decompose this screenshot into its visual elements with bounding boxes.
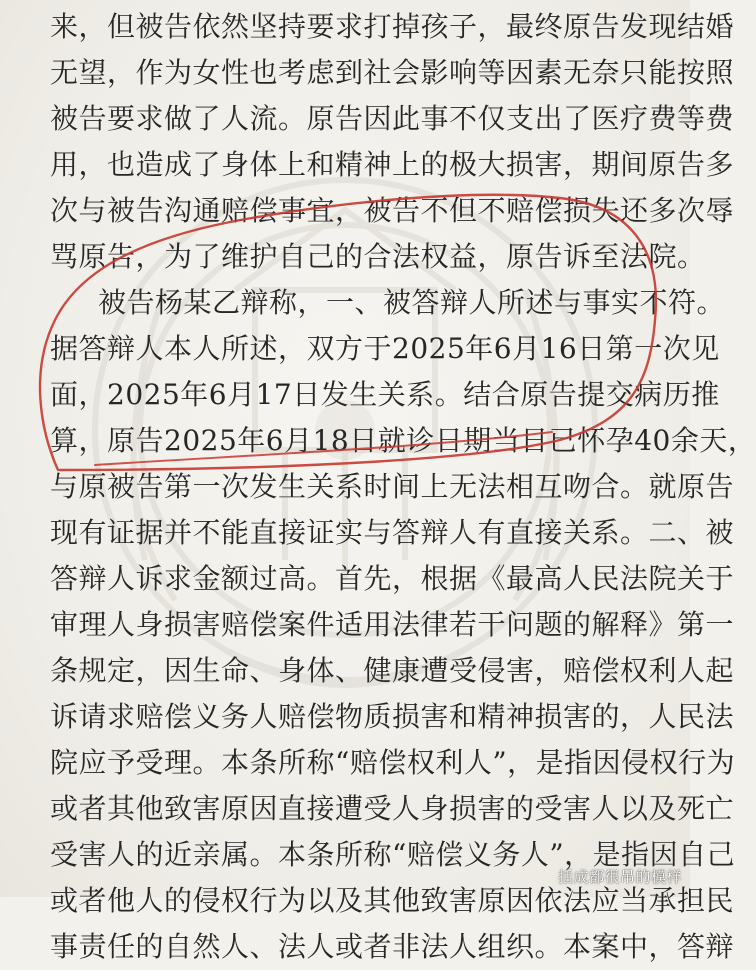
text-line: 或者他人的侵权行为以及其他致害原因依法应当承担民 xyxy=(50,884,735,917)
text-line: 被告要求做了人流。原告因此事不仅支出了医疗费等费 xyxy=(50,102,735,135)
paragraph-start-line: 被告杨某乙辩称，一、被答辩人所述与事实不符。 xyxy=(98,286,726,319)
text-line: 受害人的近亲属。本条所称“赔偿义务人”，是指因自己 xyxy=(50,838,736,871)
text-line: 次与被告沟通赔偿事宜，被告不但不赔偿损失还多次辱 xyxy=(50,194,735,227)
text-line: 答辩人诉求金额过高。首先，根据《最高人民法院关于 xyxy=(50,562,735,595)
text-line: 据答辩人本人所述，双方于2025年6月16日第一次见 xyxy=(50,332,720,365)
text-line: 无望，作为女性也考虑到社会影响等因素无奈只能按照 xyxy=(50,56,735,89)
text-line: 骂原告，为了维护自己的合法权益，原告诉至法院。 xyxy=(50,240,706,273)
text-line: 用，也造成了身体上和精神上的极大损害，期间原告多 xyxy=(50,148,735,181)
text-line: 诉请求赔偿义务人赔偿物质损害和精神损害的，人民法 xyxy=(50,700,735,733)
source-watermark: 括成都很吊的模样 xyxy=(557,868,682,886)
text-line: 条规定，因生命、身体、健康遭受侵害，赔偿权利人起 xyxy=(50,654,735,687)
text-line: 与原被告第一次发生关系时间上无法相互吻合。就原告 xyxy=(50,470,735,503)
text-line: 面，2025年6月17日发生关系。结合原告提交病历推 xyxy=(50,378,720,411)
judgment-text-body xyxy=(50,0,756,970)
text-line: 算，原告2025年6月18日就诊日期当日已怀孕40余天， xyxy=(50,424,756,457)
text-line: 院应予受理。本条所称“赔偿权利人”，是指因侵权行为 xyxy=(50,746,736,779)
text-line: 事责任的自然人、法人或者非法人组织。本案中，答辩 xyxy=(50,930,735,963)
text-line: 现有证据并不能直接证实与答辩人有直接关系。二、被 xyxy=(50,516,735,549)
text-line: 来，但被告依然坚持要求打掉孩子，最终原告发现结婚 xyxy=(50,10,735,43)
text-line: 审理人身损害赔偿案件适用法律若干问题的解释》第一 xyxy=(50,608,735,641)
text-line: 或者其他致害原因直接遭受人身损害的受害人以及死亡 xyxy=(50,792,735,825)
